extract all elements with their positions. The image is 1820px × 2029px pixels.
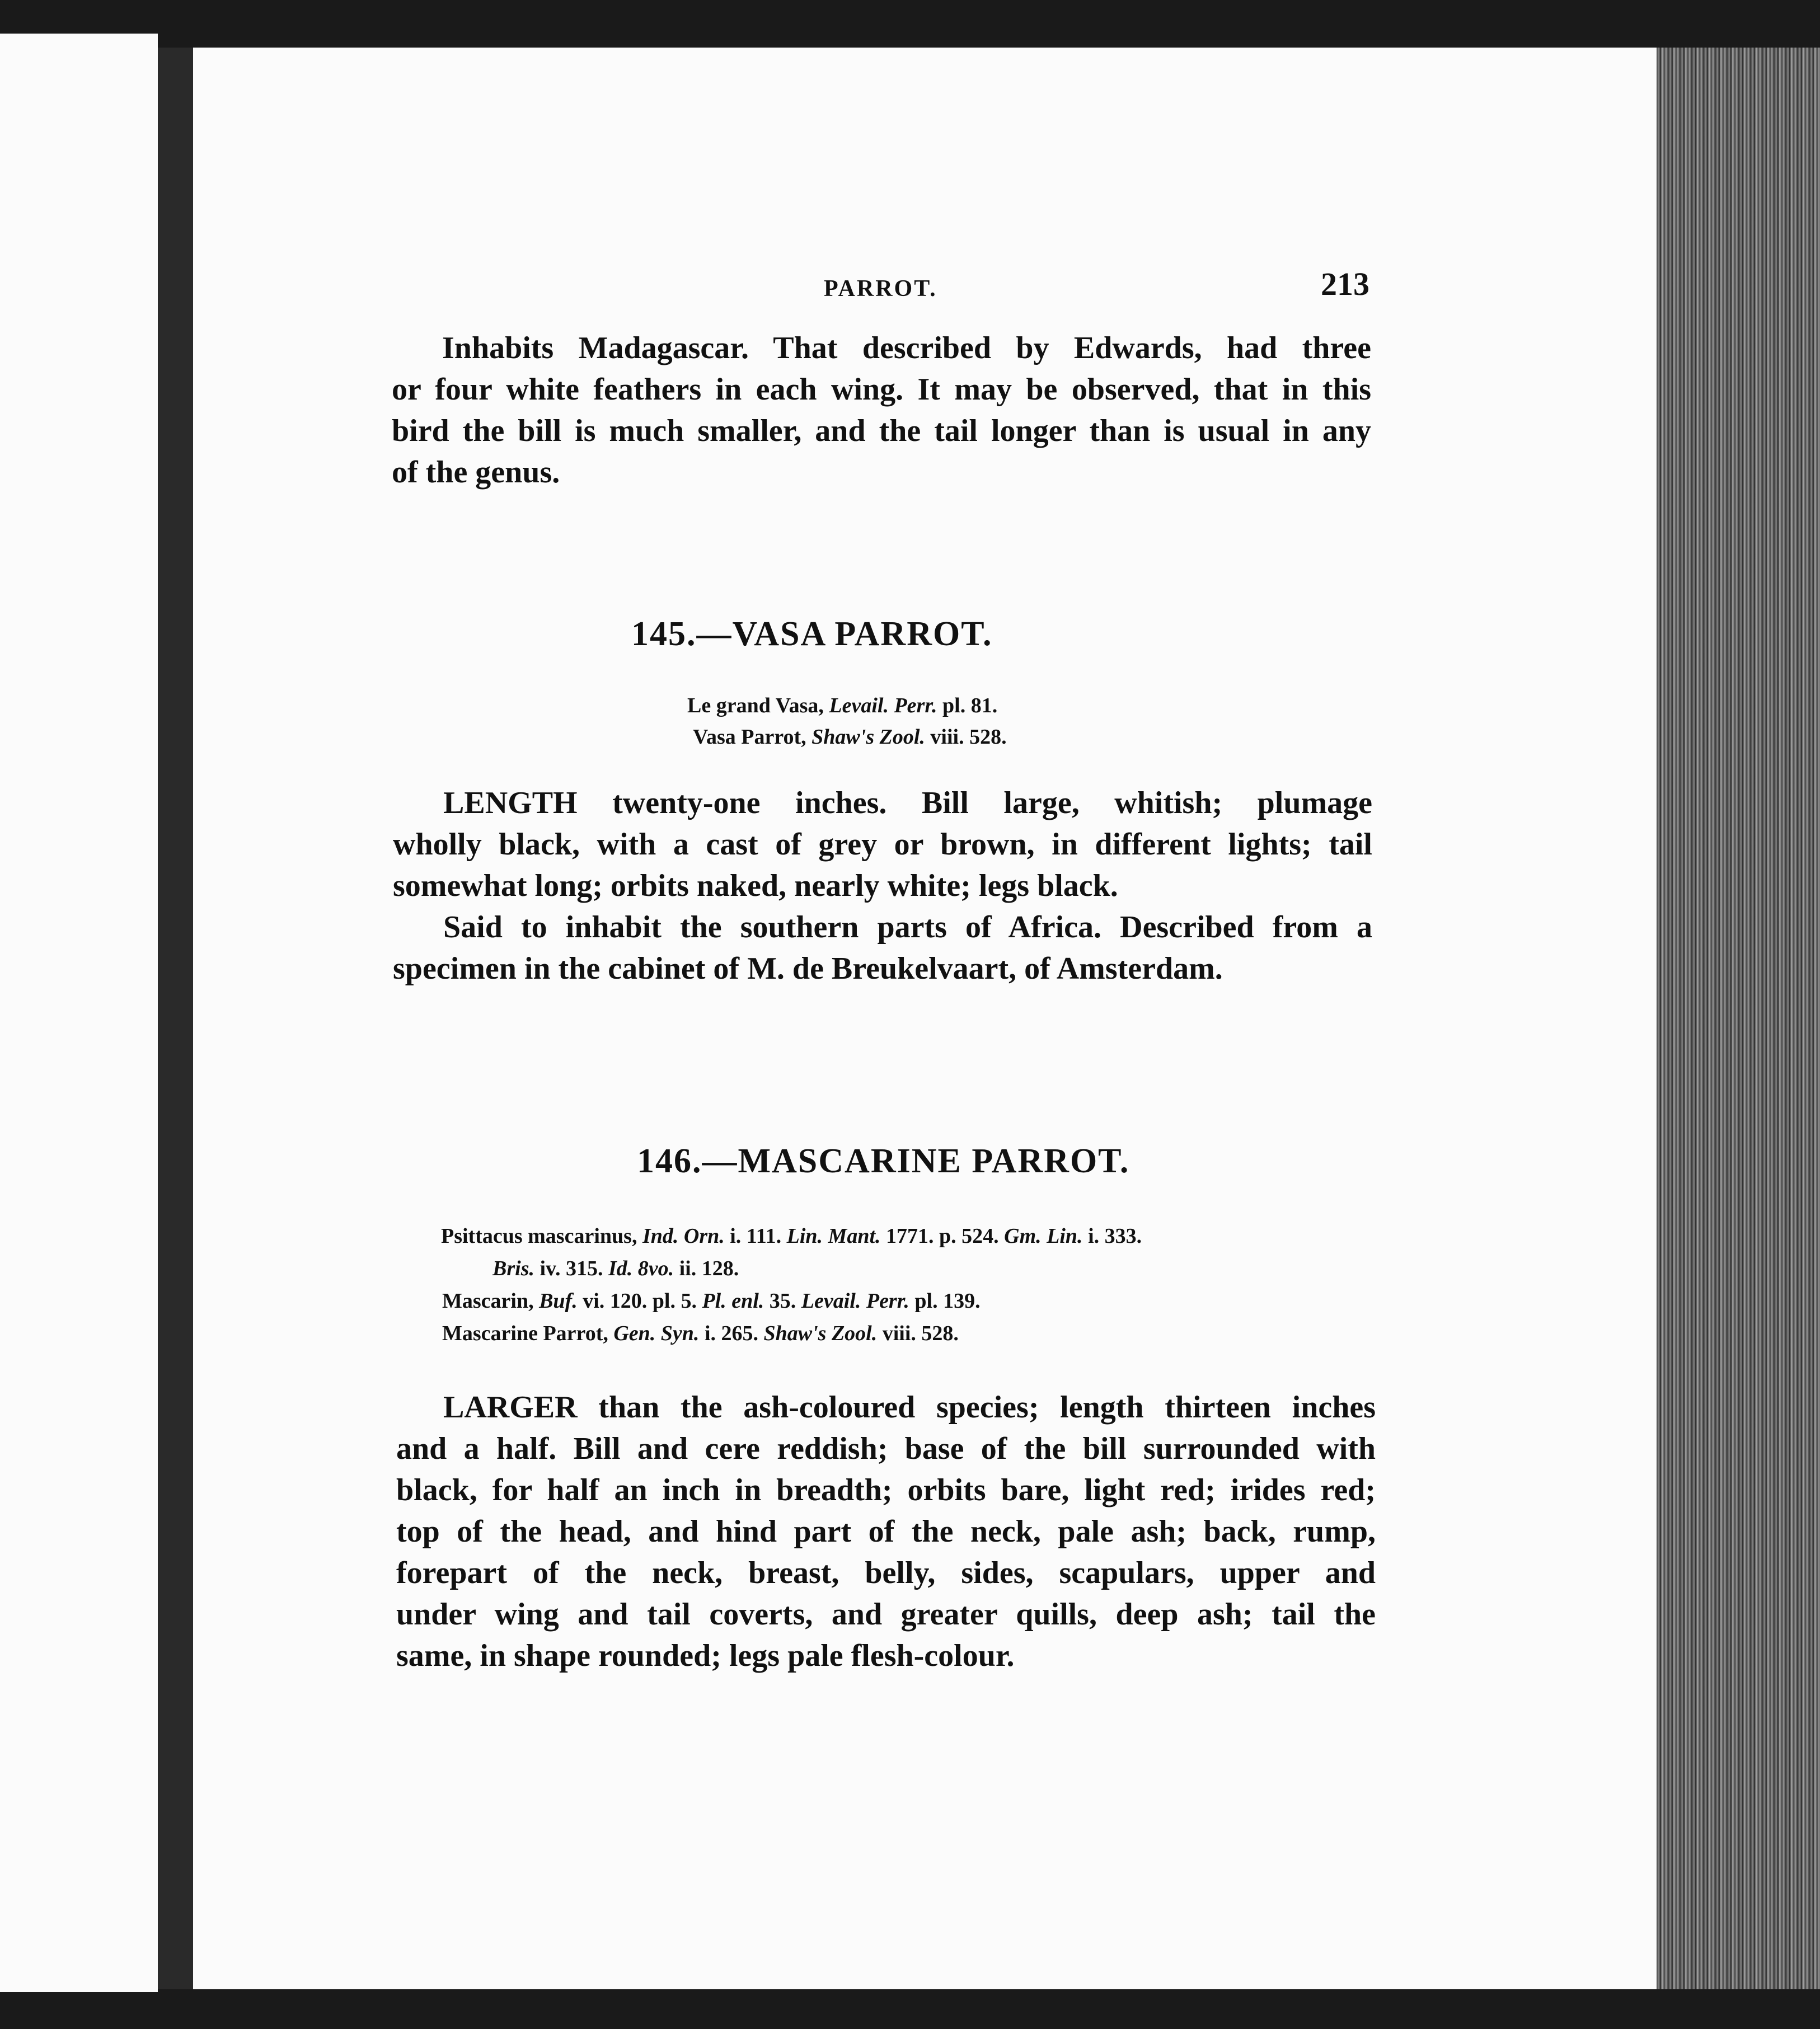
text-line: specimen in the cabinet of M. de Breukelvaart, of Amsterdam. [393, 951, 1223, 986]
page-number: 213 [1321, 266, 1369, 302]
entry-146-description [396, 1387, 1376, 1676]
text-line: Inhabits Madagascar. That described by Edwards, had three [442, 331, 1371, 365]
text-line: black, for half an inch in breadth; orbits bare, light red; irides red; [396, 1473, 1376, 1507]
text-line: somewhat long; orbits naked, nearly white; legs black. [393, 868, 1118, 903]
facing-page-edge [0, 34, 158, 1992]
text-line: LENGTH twenty-one inches. Bill large, whitish; plumage [443, 786, 1372, 820]
entry-146-reference: Mascarine Parrot, Gen. Syn. i. 265. Shaw's Zool. viii. 528. [442, 1322, 959, 1345]
entry-146-reference: Mascarin, Buf. vi. 120. pl. 5. Pl. enl. 35. Levail. Perr. pl. 139. [442, 1289, 981, 1313]
entry-146-reference: Psittacus mascarinus, Ind. Orn. i. 111. Lin. Mant. 1771. p. 524. Gm. Lin. i. 333. [441, 1224, 1142, 1248]
book-gutter [158, 48, 193, 1989]
text-line: Said to inhabit the southern parts of Africa. Described from a [443, 910, 1372, 945]
entry-145-title: 145.—VASA PARROT. [631, 615, 993, 653]
text-line: same, in shape rounded; legs pale flesh-colour. [396, 1638, 1015, 1673]
entry-145-description [393, 782, 1372, 989]
text-line: or four white feathers in each wing. It may be observed, that in this [392, 372, 1371, 407]
text-line: top of the head, and hind part of the neck, pale ash; back, rump, [396, 1514, 1376, 1549]
text-line: of the genus. [392, 455, 560, 490]
entry-146-title: 146.—MASCARINE PARROT. [637, 1142, 1130, 1180]
text-line: and a half. Bill and cere reddish; base of the bill surrounded with [396, 1431, 1376, 1466]
entry-145-reference: Le grand Vasa, Levail. Perr. pl. 81. [687, 694, 998, 717]
text-line: wholly black, with a cast of grey or brown, in different lights; tail [393, 827, 1372, 862]
intro-paragraph [392, 327, 1371, 493]
text-line: under wing and tail coverts, and greater quills, deep ash; tail the [396, 1597, 1376, 1632]
page-edges [1657, 48, 1820, 1989]
text-line: bird the bill is much smaller, and the tail longer than is usual in any [392, 414, 1371, 448]
text-line: LARGER than the ash-coloured species; length thirteen inches [443, 1390, 1376, 1425]
entry-145-reference: Vasa Parrot, Shaw's Zool. viii. 528. [693, 725, 1007, 749]
running-title: PARROT. [824, 276, 937, 302]
text-line: forepart of the neck, breast, belly, sides, scapulars, upper and [396, 1556, 1376, 1590]
entry-146-reference: Bris. iv. 315. Id. 8vo. ii. 128. [492, 1257, 739, 1280]
